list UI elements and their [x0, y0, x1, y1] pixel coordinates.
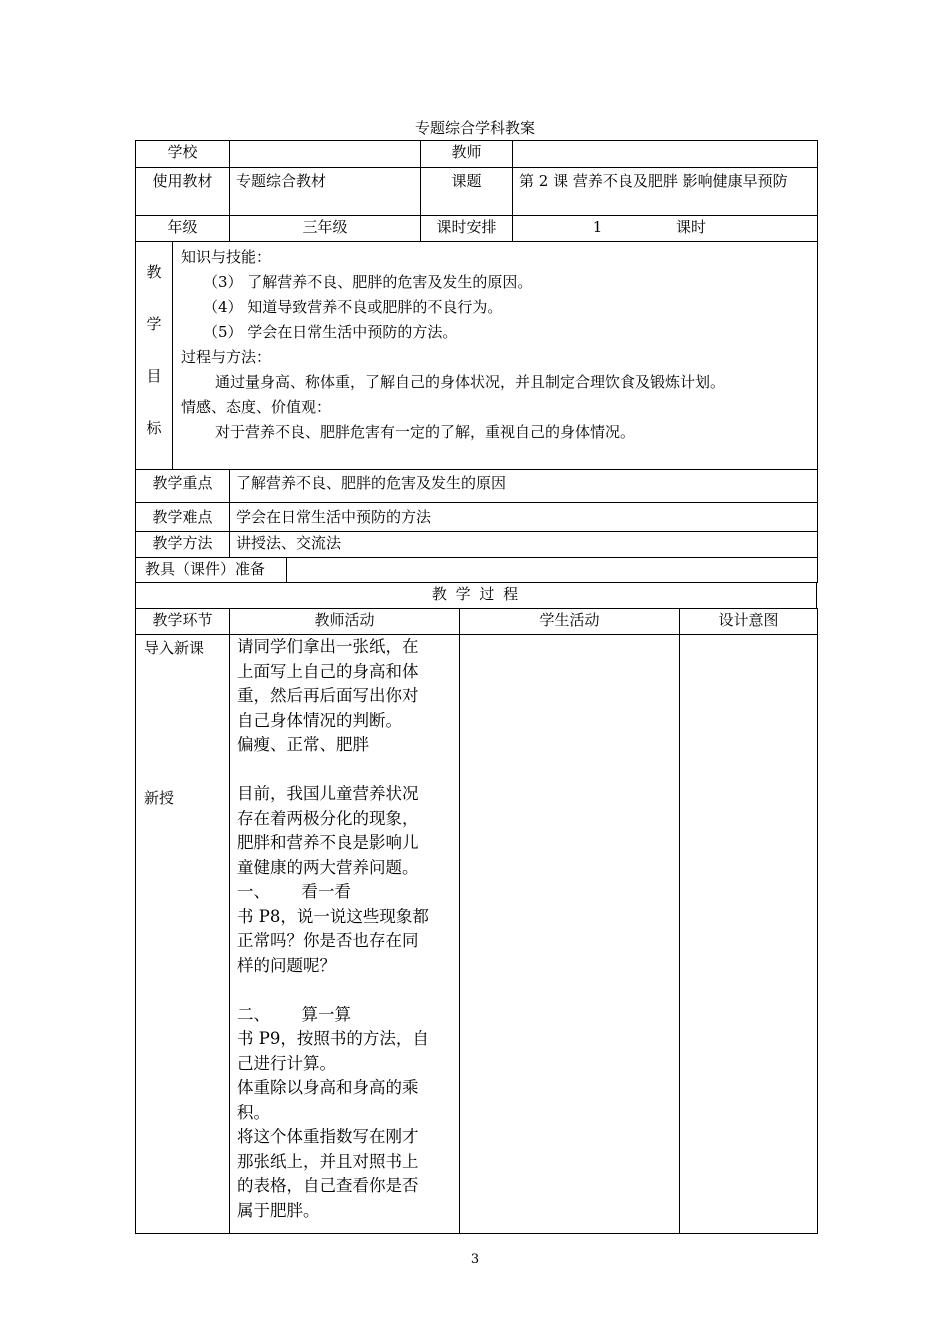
goal-item: （3） 了解营养不良、肥胖的危害及发生的原因。: [203, 273, 533, 291]
teacher-line-blank: [237, 758, 455, 783]
keypoints-table: [135, 469, 818, 558]
hours-value: 1: [592, 218, 603, 236]
teacher-line: 属于肥胖。: [237, 1200, 320, 1220]
teacher-line: 偏瘦、正常、肥胖: [237, 735, 369, 754]
process-header: 设计意图: [680, 609, 818, 635]
goals-label-char: 目: [146, 367, 162, 385]
method-value: 讲授法、交流法: [230, 532, 818, 558]
goal-heading: 知识与技能：: [181, 248, 272, 266]
goals-table: [135, 241, 818, 470]
teacher-line: 书 P8，说一说这些现象都: [237, 906, 429, 926]
teacher-line: 存在着两极分化的现象，: [237, 808, 419, 828]
process-header: 教学环节: [136, 609, 230, 635]
teacher-line: 那张纸上，并且对照书上: [237, 1151, 419, 1171]
process-title-table: [135, 582, 817, 609]
design-intent: [680, 635, 818, 1234]
lesson-plan-sheet: [135, 140, 817, 1234]
key-point-label: 教学重点: [136, 470, 230, 503]
teacher-line: 正常吗？你是否也存在同: [237, 931, 419, 950]
material-label: 使用教材: [136, 168, 230, 216]
tools-value: [287, 558, 818, 583]
page-number: 3: [470, 1252, 480, 1267]
teacher-line: 肥胖和营养不良是影响儿: [237, 833, 419, 852]
goal-item: （5） 学会在日常生活中预防的方法。: [203, 323, 458, 341]
teacher-line: 一、 看一看: [237, 882, 351, 901]
goals-content: [173, 242, 818, 470]
process-title: 教 学 过 程: [136, 583, 817, 609]
key-point-value: 了解营养不良、肥胖的危害及发生的原因: [230, 470, 818, 503]
goals-label: [136, 242, 173, 470]
stage-label: 新授: [144, 789, 175, 807]
topic-label: 课题: [421, 168, 513, 216]
goals-label-char: 教: [146, 263, 162, 281]
method-label: 教学方法: [136, 532, 230, 558]
teacher-line: 上面写上自己的身高和体: [237, 661, 419, 681]
teacher-line: 二、 算一算: [237, 1004, 351, 1024]
teacher-line: 重，然后再后面写出你对: [237, 686, 419, 705]
hours-unit: 课时: [676, 218, 707, 236]
difficulty-label: 教学难点: [136, 503, 230, 532]
teacher-line: 童健康的两大营养问题。: [237, 857, 419, 877]
hours-cell: [513, 216, 818, 242]
stage-cell: [136, 635, 230, 1234]
process-header: 学生活动: [460, 609, 680, 635]
stage-label: 导入新课: [144, 639, 205, 657]
teacher-line: 样的问题呢？: [237, 955, 336, 975]
teacher-line: 书 P9，按照书的方法，自: [237, 1029, 429, 1048]
material-value: 专题综合教材: [230, 168, 421, 216]
grade-label: 年级: [136, 216, 230, 242]
schedule-label: 课时安排: [421, 216, 513, 242]
teacher-activity: [230, 635, 460, 1234]
goals-label-char: 学: [146, 315, 162, 333]
student-activity: [460, 635, 680, 1234]
process-header: 教师活动: [230, 609, 460, 635]
teacher-line-blank: [237, 978, 455, 1003]
goal-heading: 情感、态度、价值观：: [181, 398, 332, 416]
grade-value: 三年级: [230, 216, 421, 242]
teacher-line: 己进行计算。: [237, 1053, 336, 1073]
difficulty-value: 学会在日常生活中预防的方法: [230, 503, 818, 532]
school-value: [230, 141, 421, 168]
teacher-label: 教师: [421, 141, 513, 168]
goal-item: （4） 知道导致营养不良或肥胖的不良行为。: [203, 298, 503, 316]
teacher-line: 体重除以身高和身高的乘: [237, 1078, 419, 1097]
tools-table: [135, 557, 818, 583]
teacher-value: [513, 141, 818, 168]
goal-item: 通过量身高、称体重，了解自己的身体状况，并且制定合理饮食及锻炼计划。: [215, 373, 726, 391]
school-label: 学校: [136, 141, 230, 168]
goals-label-char: 标: [146, 419, 162, 437]
goal-heading: 过程与方法：: [181, 348, 272, 366]
teacher-line: 目前，我国儿童营养状况: [237, 784, 419, 803]
goal-item: 对于营养不良、肥胖危害有一定的了解，重视自己的身体情况。: [215, 423, 636, 441]
teacher-line: 积。: [237, 1102, 270, 1122]
header-table: [135, 140, 818, 242]
topic-value: 第 2 课 营养不良及肥胖 影响健康早预防: [513, 168, 818, 216]
teacher-line: 的表格，自己查看你是否: [237, 1176, 419, 1195]
teacher-line: 将这个体重指数写在刚才: [237, 1127, 419, 1146]
process-table: [135, 608, 818, 1234]
teacher-line: 自己身体情况的判断。: [237, 710, 402, 730]
teacher-line: 请同学们拿出一张纸，在: [237, 637, 419, 656]
document-title: 专题综合学科教案: [414, 119, 535, 137]
tools-label: 教具（课件）准备: [136, 558, 287, 583]
